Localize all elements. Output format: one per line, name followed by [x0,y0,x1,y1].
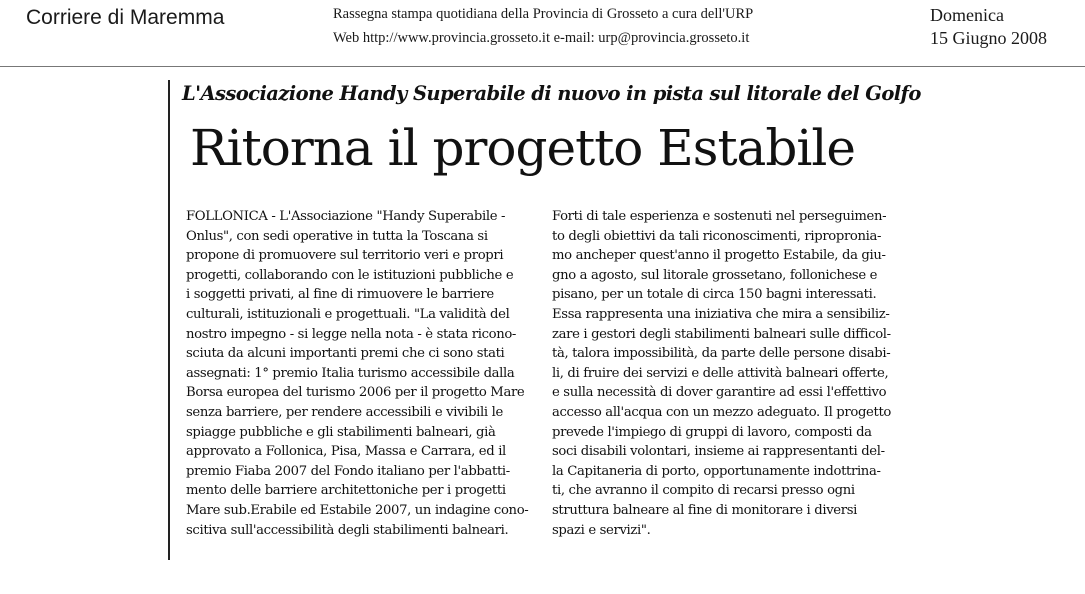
article-text-line: mento delle barriere architettoniche per i progetti [186,483,506,499]
article-headline: Ritorna il progetto Estabile [190,119,855,177]
article-text-line: pisano, per un totale di circa 150 bagni interessati. [552,287,877,303]
article-text-line: spazi e servizi". [552,522,651,538]
article-text-line: soci disabili volontari, insieme ai rappresentanti del- [552,444,885,460]
article-text-line: i soggetti privati, al fine di rimuovere le barriere [186,287,494,303]
article-text-line: Mare sub.Erabile ed Estabile 2007, un indagine cono- [186,502,529,518]
article-text-line: spiagge pubbliche e gli stabilimenti balneari, già [186,424,496,440]
press-review-line: Rassegna stampa quotidiana della Provincia di Grosseto a cura dell'URP [333,6,754,22]
article-clipping [168,76,928,566]
article-text-line: propone di promuovere sul territorio veri e propri [186,248,504,264]
article-text-line: Forti di tale esperienza e sostenuti nel perseguimen- [552,209,887,224]
article-text-line: scitiva sull'accessibilità degli stabilimenti balneari. [186,522,509,538]
article-text-line: progetti, collaborando con le istituzioni pubbliche e [186,267,514,283]
publication-name: Corriere di Maremma [26,6,225,29]
article-text-line: li, di fruire dei servizi e delle attività balneari offerte, [552,365,889,381]
press-review-info [333,2,873,50]
article-text-line: FOLLONICA - L'Associazione "Handy Superabile - [186,209,506,224]
article-text-line: senza barriere, per rendere accessibili e vivibili le [186,404,503,420]
article-text-line: nostro impegno - si legge nella nota - è stata ricono- [186,326,517,342]
header-divider [0,66,1085,67]
article-text-line: e sulla necessità di dover garantire ad essi l'effettivo [552,385,887,401]
article-text-line: zare i gestori degli stabilimenti balneari sulle difficol- [552,326,891,342]
article-vertical-rule [168,80,170,560]
article-text-line: culturali, istituzionali e progettuali. "La validità del [186,306,510,322]
article-text-line: ti, che avranno il compito di recarsi presso ogni [552,483,855,499]
article-text-line: mo ancheper quest'anno il progetto Estabile, da giu- [552,248,886,264]
article-text-line: gno a agosto, sul litorale grossetano, follonichese e [552,267,878,283]
article-column-right [552,207,902,540]
article-text-line: premio Fiaba 2007 del Fondo italiano per l'abbatti- [186,463,510,479]
article-text-line: prevede l'impiego di gruppi di lavoro, composti da [552,424,872,440]
article-kicker: L'Associazione Handy Superabile di nuovo in pista sul litorale del Golfo [182,82,921,105]
issue-date [930,4,1047,50]
article-text-line: to degli obiettivi da tali riconoscimenti, ripropronia- [552,228,882,244]
article-text-line: Onlus", con sedi operative in tutta la Toscana si [186,228,488,244]
article-text-line: Borsa europea del turismo 2006 per il progetto Mare [186,385,525,401]
article-column-left [186,207,548,540]
article-text-line: approvato a Follonica, Pisa, Massa e Carrara, ed il [186,444,506,460]
article-text-line: sciuta da alcuni importanti premi che ci sono stati [186,346,505,362]
contact-line: Web http://www.provincia.grosseto.it e-mail: urp@provincia.grosseto.it [333,30,750,46]
article-text-line: assegnati: 1° premio Italia turismo accessibile dalla [186,365,515,381]
page-header [0,0,1085,66]
issue-date-value: 15 Giugno 2008 [930,28,1047,48]
article-text-line: la Capitaneria di porto, opportunamente indottrina- [552,463,881,479]
article-text-line: tà, talora impossibilità, da parte delle persone disabi- [552,346,891,362]
issue-day: Domenica [930,5,1004,25]
article-text-line: Essa rappresenta una iniziativa che mira a sensibiliz- [552,306,890,322]
article-text-line: accesso all'acqua con un mezzo adeguato. Il progetto [552,404,891,420]
article-text-line: struttura balneare al fine di monitorare i diversi [552,502,857,518]
